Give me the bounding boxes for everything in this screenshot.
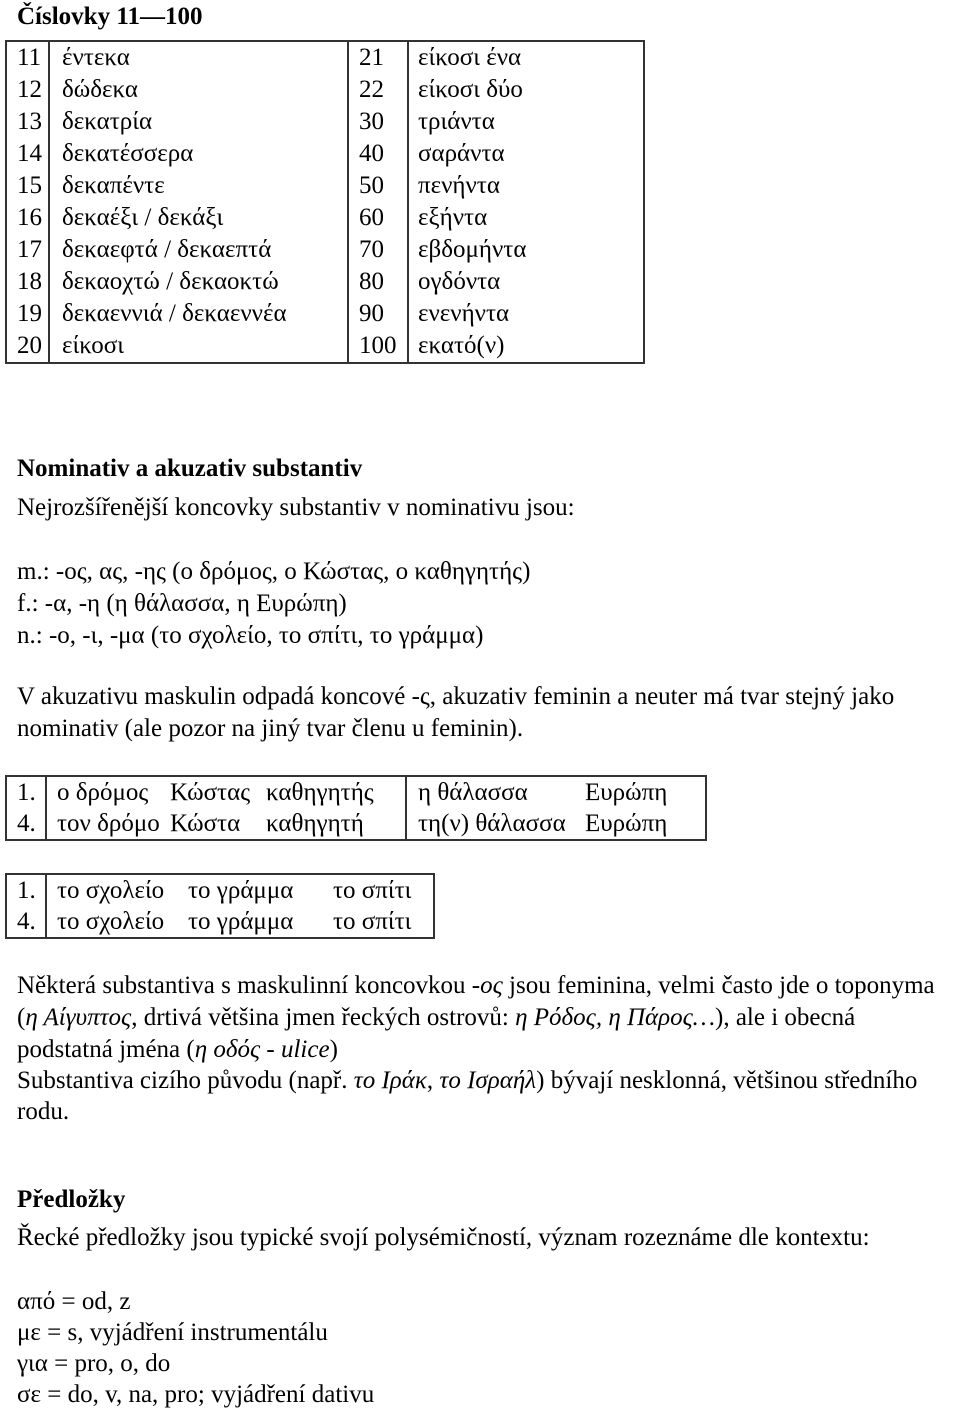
numeral-cell: 16 — [17, 204, 42, 231]
page-title: Číslovky 11—100 — [17, 3, 203, 30]
table-row — [7, 170, 643, 202]
greek-word-cell: είκοσι δύο — [407, 74, 643, 106]
greek-word: το γράμμα — [188, 877, 294, 904]
exceptions-note-line — [17, 1065, 917, 1097]
greek-word-cell: ογδόντα — [407, 266, 643, 298]
numeral-cell: 22 — [347, 74, 407, 106]
greek-word-cell: δεκατρία — [48, 106, 347, 138]
greek-word: η θάλασσα — [418, 779, 528, 806]
text-run: ) — [329, 1036, 338, 1063]
text-run: jsou feminina, velmi často jde o toponyma — [502, 972, 935, 999]
numeral-cell: 40 — [347, 138, 407, 170]
greek-word-cell: ενενήντα — [407, 298, 643, 330]
table-row — [7, 875, 433, 906]
nouns-intro-text: Nejrozšířenější koncovky substantiv v nominativu jsou: — [17, 494, 575, 521]
table-row — [7, 266, 643, 298]
text-run: podstatná jména ( — [17, 1036, 195, 1063]
case-table-masc-fem — [5, 775, 707, 841]
numeral-cell: 70 — [347, 234, 407, 266]
text-run: ) bývají nesklonná, většinou středního — [536, 1067, 918, 1094]
feminine-forms-cell — [405, 777, 705, 808]
numeral-cell: 50 — [347, 170, 407, 202]
greek-word-cell: εξήντα — [407, 202, 643, 234]
table-row — [7, 202, 643, 234]
greek-example: η οδός - ulice — [194, 1036, 330, 1063]
ending-rule-neuter: n.: -ο, -ι, -μα (το σχολείο, το σπίτι, το γράμμα) — [17, 622, 484, 649]
greek-word-cell: είκοσι — [48, 330, 347, 362]
preposition-item: για = pro, o, do — [17, 1350, 171, 1377]
numerals-table — [5, 40, 645, 364]
section-heading-nouns: Nominativ a akuzativ substantiv — [17, 455, 363, 482]
feminine-forms-cell — [405, 808, 705, 839]
section-heading-prepositions: Předložky — [17, 1186, 126, 1213]
numeral-cell: 100 — [347, 330, 407, 362]
greek-word: το σχολείο — [57, 877, 165, 904]
ending-rule-feminine: f.: -α, -η (η θάλασσα, η Ευρώπη) — [17, 590, 347, 617]
table-row — [7, 74, 643, 106]
greek-word-cell: έντεκα — [48, 42, 347, 74]
greek-word-cell: σαράντα — [407, 138, 643, 170]
numeral-cell: 17 — [17, 236, 42, 263]
greek-word-cell: δεκαοχτώ / δεκαοκτώ — [48, 266, 347, 298]
numeral-cell: 15 — [17, 172, 42, 199]
exceptions-note-line — [17, 1034, 338, 1066]
greek-word-cell: δώδεκα — [48, 74, 347, 106]
masculine-forms-cell — [45, 777, 405, 808]
greek-word: ο δρόμος — [57, 779, 149, 806]
numeral-cell: 14 — [17, 140, 42, 167]
greek-word-cell: δεκαπέντε — [48, 170, 347, 202]
numeral-cell: 90 — [347, 298, 407, 330]
text-run: rodu. — [17, 1098, 70, 1125]
case-number-cell: 4. — [17, 908, 36, 935]
numeral-cell: 12 — [17, 76, 42, 103]
greek-example: το Ιράκ — [353, 1067, 427, 1094]
text-run: , drtivá většina jmen řeckých ostrovů: — [131, 1004, 516, 1031]
greek-word-cell: εβδομήντα — [407, 234, 643, 266]
greek-word-cell: δεκαεφτά / δεκαεπτά — [48, 234, 347, 266]
greek-word-cell: δεκαεννιά / δεκαεννέα — [48, 298, 347, 330]
exceptions-note-line — [17, 970, 935, 1002]
table-row — [7, 138, 643, 170]
greek-word: Ευρώπη — [585, 779, 668, 806]
greek-word: τη(ν) θάλασσα — [418, 810, 566, 837]
prepositions-intro-text: Řecké předložky jsou typické svojí polysémičností, význam rozeznáme dle kontextu: — [17, 1224, 870, 1251]
preposition-item: σε = do, v, na, pro; vyjádření dativu — [17, 1381, 375, 1408]
accusative-note-line: nominativ (ale pozor na jiný tvar členu u feminin). — [17, 715, 524, 742]
numeral-cell: 19 — [17, 300, 42, 327]
text-run: ), ale i obecná — [715, 1004, 856, 1031]
greek-word: το σπίτι — [333, 908, 412, 935]
greek-word-cell: εκατό(ν) — [407, 330, 643, 362]
exceptions-note-line — [17, 1096, 69, 1128]
case-table-neuter — [5, 873, 435, 939]
text-run: ( — [17, 1004, 26, 1031]
numeral-cell: 80 — [347, 266, 407, 298]
text-run: Substantiva cizího původu (např. — [17, 1067, 354, 1094]
numeral-cell: 21 — [347, 42, 407, 74]
preposition-item: με = s, vyjádření instrumentálu — [17, 1319, 328, 1346]
greek-word: τον δρόμο — [57, 810, 160, 837]
text-run: , — [426, 1067, 440, 1094]
greek-example: η Αίγυπτος — [25, 1004, 132, 1031]
numeral-cell: 18 — [17, 268, 42, 295]
greek-word: το σχολείο — [57, 908, 165, 935]
greek-word-cell: τριάντα — [407, 106, 643, 138]
greek-word: το σπίτι — [333, 877, 412, 904]
greek-word-cell: είκοσι ένα — [407, 42, 643, 74]
greek-word: καθηγητή — [266, 810, 364, 837]
numeral-cell: 11 — [17, 44, 42, 71]
greek-word-cell: δεκατέσσερα — [48, 138, 347, 170]
numeral-cell: 60 — [347, 202, 407, 234]
masculine-forms-cell — [45, 808, 405, 839]
greek-word: Ευρώπη — [585, 810, 668, 837]
table-row — [7, 777, 705, 808]
greek-word-cell: δεκαέξι / δεκάξι — [48, 202, 347, 234]
greek-example: το Ισραήλ — [439, 1067, 537, 1094]
case-number-cell: 4. — [17, 810, 36, 837]
case-number-cell: 1. — [17, 779, 36, 806]
neuter-forms-cell — [45, 875, 433, 906]
table-row — [7, 808, 705, 839]
greek-ending: -ος — [471, 972, 503, 999]
exceptions-note-line — [17, 1002, 855, 1034]
table-row — [7, 234, 643, 266]
preposition-item: από = od, z — [17, 1288, 131, 1315]
greek-word: το γράμμα — [188, 908, 294, 935]
ending-rule-masculine: m.: -ος, ας, -ης (ο δρόμος, ο Κώστας, ο καθηγητής) — [17, 558, 531, 585]
table-row — [7, 106, 643, 138]
table-row — [7, 330, 643, 362]
neuter-forms-cell — [45, 906, 433, 937]
numeral-cell: 13 — [17, 108, 42, 135]
greek-word: Κώστα — [170, 810, 241, 837]
numeral-cell: 20 — [17, 332, 42, 359]
case-number-cell: 1. — [17, 877, 36, 904]
text-run: Některá substantiva s maskulinní koncovkou — [17, 972, 472, 999]
greek-word: καθηγητής — [266, 779, 374, 806]
numeral-cell: 30 — [347, 106, 407, 138]
table-row — [7, 906, 433, 937]
greek-word-cell: πενήντα — [407, 170, 643, 202]
table-row — [7, 42, 643, 74]
table-row — [7, 298, 643, 330]
greek-word: Κώστας — [170, 779, 251, 806]
greek-example: η Ρόδος, η Πάρος… — [515, 1004, 716, 1031]
accusative-note-line: V akuzativu maskulin odpadá koncové -ς, akuzativ feminin a neuter má tvar stejný jako — [17, 683, 895, 710]
